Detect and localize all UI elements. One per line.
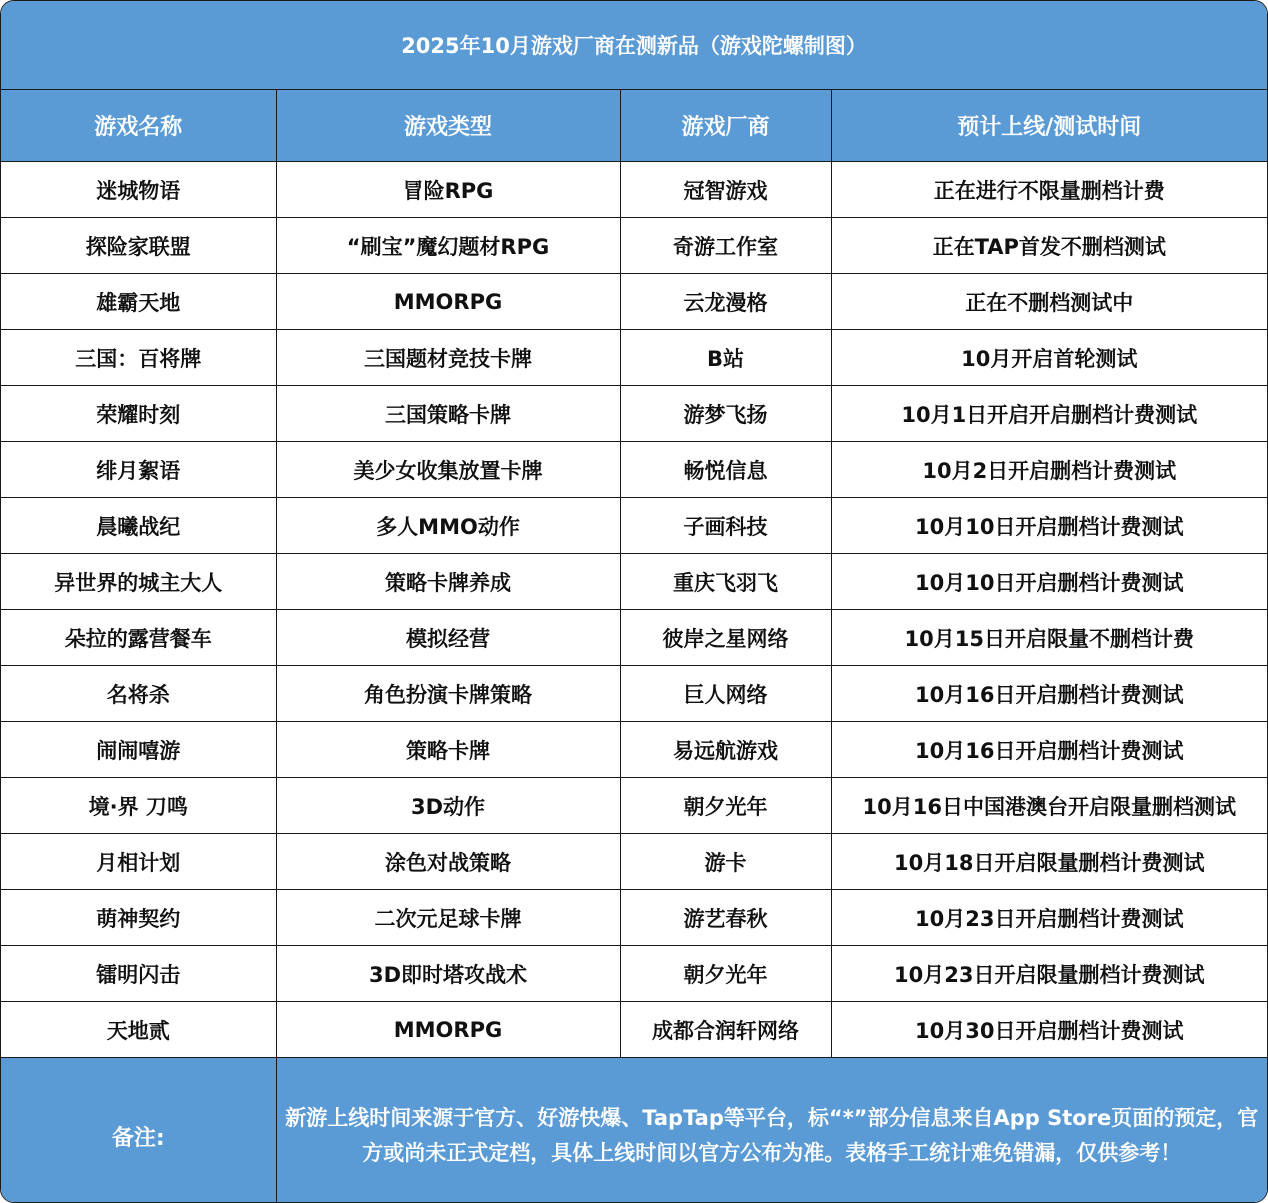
cell-game-type: 涂色对战策略 [276,834,620,890]
cell-schedule: 10月30日开启删档计费测试 [831,1002,1267,1058]
cell-game-type: 3D动作 [276,778,620,834]
cell-developer: 云龙漫格 [620,274,831,330]
cell-schedule: 10月23日开启限量删档计费测试 [831,946,1267,1002]
cell-developer: 子画科技 [620,498,831,554]
cell-game-name: 月相计划 [1,834,276,890]
table-row [1,834,1267,890]
column-header-developer: 游戏厂商 [620,90,831,162]
column-header-type: 游戏类型 [276,90,620,162]
cell-developer: 游艺春秋 [620,890,831,946]
cell-game-type: 模拟经营 [276,610,620,666]
table-row [1,218,1267,274]
table-row [1,778,1267,834]
note-row [1,1058,1267,1203]
cell-game-type: 美少女收集放置卡牌 [276,442,620,498]
cell-developer: 游梦飞扬 [620,386,831,442]
cell-game-name: 镭明闪击 [1,946,276,1002]
cell-schedule: 10月10日开启删档计费测试 [831,554,1267,610]
table-row [1,554,1267,610]
title-row [1,1,1267,90]
cell-game-type: 3D即时塔攻战术 [276,946,620,1002]
cell-schedule: 10月18日开启限量删档计费测试 [831,834,1267,890]
cell-schedule: 正在TAP首发不删档测试 [831,218,1267,274]
cell-schedule: 10月开启首轮测试 [831,330,1267,386]
cell-developer: 成都合润轩网络 [620,1002,831,1058]
cell-developer: 彼岸之星网络 [620,610,831,666]
cell-game-name: 名将杀 [1,666,276,722]
table-row [1,722,1267,778]
cell-developer: 游卡 [620,834,831,890]
cell-developer: B站 [620,330,831,386]
cell-schedule: 10月15日开启限量不删档计费 [831,610,1267,666]
table-row [1,442,1267,498]
cell-game-name: 晨曦战纪 [1,498,276,554]
table-title: 2025年10月游戏厂商在测新品（游戏陀螺制图） [1,1,1267,90]
cell-developer: 易远航游戏 [620,722,831,778]
cell-game-type: 策略卡牌 [276,722,620,778]
cell-game-name: 天地贰 [1,1002,276,1058]
cell-schedule: 10月16日中国港澳台开启限量删档测试 [831,778,1267,834]
table-row [1,330,1267,386]
cell-developer: 朝夕光年 [620,778,831,834]
table-row [1,386,1267,442]
cell-game-name: 荣耀时刻 [1,386,276,442]
cell-developer: 朝夕光年 [620,946,831,1002]
cell-game-name: 异世界的城主大人 [1,554,276,610]
cell-game-name: 朵拉的露营餐车 [1,610,276,666]
column-header-name: 游戏名称 [1,90,276,162]
table-row [1,946,1267,1002]
cell-schedule: 10月2日开启删档计费测试 [831,442,1267,498]
cell-schedule: 10月23日开启删档计费测试 [831,890,1267,946]
cell-game-type: 多人MMO动作 [276,498,620,554]
cell-developer: 巨人网络 [620,666,831,722]
note-text: 新游上线时间来源于官方、好游快爆、TapTap等平台，标“*”部分信息来自App Store页面的预定，官方或尚未正式定档，具体上线时间以官方公布为准。表格手工统计难免错漏，仅供参考！ [276,1058,1267,1203]
cell-developer: 冠智游戏 [620,162,831,218]
game-release-table [1,1,1267,1203]
cell-game-name: 萌神契约 [1,890,276,946]
cell-game-name: 三国：百将牌 [1,330,276,386]
cell-game-type: “刷宝”魔幻题材RPG [276,218,620,274]
cell-schedule: 10月16日开启删档计费测试 [831,666,1267,722]
column-header-schedule: 预计上线/测试时间 [831,90,1267,162]
cell-game-type: 三国策略卡牌 [276,386,620,442]
cell-game-type: MMORPG [276,274,620,330]
cell-developer: 奇游工作室 [620,218,831,274]
table-row [1,274,1267,330]
cell-developer: 重庆飞羽飞 [620,554,831,610]
table-row [1,1002,1267,1058]
cell-game-type: 三国题材竞技卡牌 [276,330,620,386]
cell-game-name: 雄霸天地 [1,274,276,330]
cell-schedule: 10月10日开启删档计费测试 [831,498,1267,554]
cell-game-name: 迷城物语 [1,162,276,218]
cell-developer: 畅悦信息 [620,442,831,498]
table-row [1,890,1267,946]
cell-game-name: 探险家联盟 [1,218,276,274]
cell-game-type: 冒险RPG [276,162,620,218]
header-row [1,90,1267,162]
cell-game-name: 绯月絮语 [1,442,276,498]
table-row [1,498,1267,554]
note-label: 备注: [1,1058,276,1203]
cell-schedule: 正在进行不限量删档计费 [831,162,1267,218]
table-row [1,610,1267,666]
cell-schedule: 正在不删档测试中 [831,274,1267,330]
cell-game-type: 策略卡牌养成 [276,554,620,610]
cell-game-name: 闹闹嘻游 [1,722,276,778]
cell-game-name: 境·界 刀鸣 [1,778,276,834]
cell-game-type: 二次元足球卡牌 [276,890,620,946]
cell-schedule: 10月16日开启删档计费测试 [831,722,1267,778]
table-row [1,162,1267,218]
table-row [1,666,1267,722]
cell-schedule: 10月1日开启开启删档计费测试 [831,386,1267,442]
cell-game-type: MMORPG [276,1002,620,1058]
cell-game-type: 角色扮演卡牌策略 [276,666,620,722]
